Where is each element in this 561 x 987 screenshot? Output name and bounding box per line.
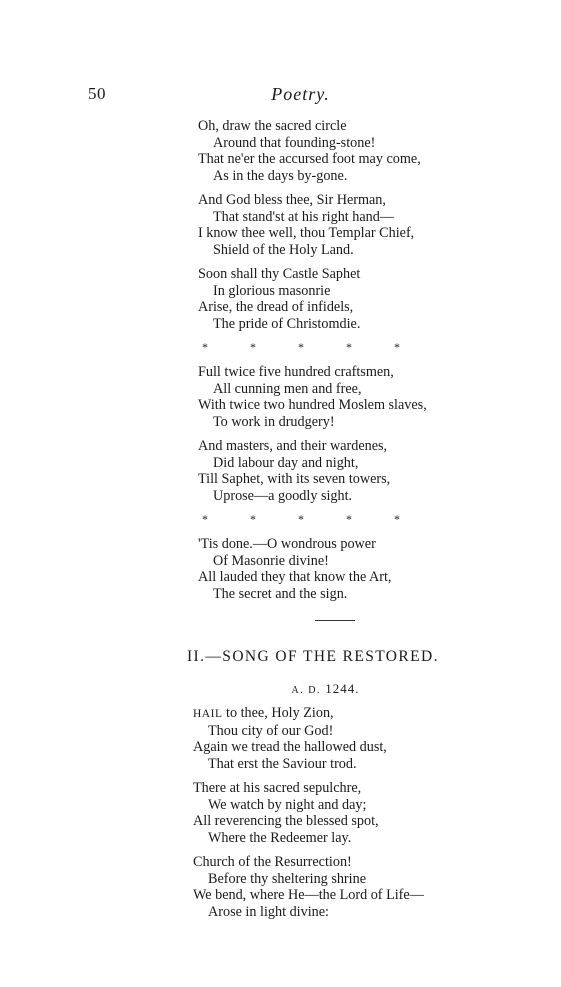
poem-line: To work in drudgery! [213,413,335,430]
opening-word: HAIL [193,708,223,720]
stanza-7 [193,705,533,772]
poem-line: Thou city of our God! [208,722,334,739]
date-year: 1244. [325,681,360,696]
asterisk: * [394,340,400,354]
poem-line: That erst the Saviour trod. [208,755,357,772]
opening-line-rest: to thee, Holy Zion, [222,705,334,721]
poem-line: That ne'er the accursed foot may come, [198,151,421,167]
poem-line [193,705,533,723]
poem-line: The pride of Christomdie. [213,315,361,332]
stanza-5 [198,438,528,504]
poem-line: Again we tread the hallowed dust, [193,739,387,755]
poem-line: Full twice five hundred craftsmen, [198,364,394,380]
date-line [0,681,561,697]
poem-line: And masters, and their wardenes, [198,438,388,454]
date-prefix: A. D. [291,685,321,696]
poem-line: Uprose—a goodly sight. [213,487,353,504]
stanza-8 [193,780,533,846]
poem-line: With twice two hundred Moslem slaves, [198,397,427,413]
poem-line: Before thy sheltering shrine [208,870,366,887]
stanza-6 [198,536,528,602]
poem-line: That stand'st at his right hand— [213,208,395,225]
poem-line: There at his sacred sepulchre, [193,780,362,796]
stanza-2 [198,192,528,258]
stanza-1 [198,118,528,184]
stanza-4 [198,364,528,430]
poem-line: All reverencing the blessed spot, [193,813,379,829]
asterisk: * [250,512,256,526]
stanza-3 [198,266,528,332]
section-rule [315,620,355,621]
poem-line: 'Tis done.—O wondrous power [198,536,376,552]
poem-line: The secret and the sign. [213,585,348,602]
asterism-divider [198,512,528,526]
poem-line: We watch by night and day; [208,796,367,813]
asterism-divider [198,340,528,354]
asterisk: * [346,512,352,526]
poem-line: As in the days by-gone. [213,167,348,184]
poem-line: Arise, the dread of infidels, [198,299,354,315]
asterisk: * [298,340,304,354]
running-head: Poetry. [271,84,330,104]
stanza-9 [193,854,533,920]
asterisk: * [298,512,304,526]
poem-line: I know thee well, thou Templar Chief, [198,225,415,241]
poem-line: Did labour day and night, [213,454,359,471]
asterisk: * [250,340,256,354]
poem-line: In glorious masonrie [213,282,331,299]
poem-line: Where the Redeemer lay. [208,829,352,846]
poem-line: Church of the Resurrection! [193,854,352,870]
poem-line: Of Masonrie divine! [213,552,329,569]
poem-line: We bend, where He—the Lord of Life— [193,887,424,903]
asterisk: * [394,512,400,526]
section-title: II.—SONG OF THE RESTORED. [187,648,439,665]
poem-line: All cunning men and free, [213,380,362,397]
poem-line: Around that founding-stone! [213,134,376,151]
poem-part-2 [193,705,533,928]
poem-part-1 [198,118,528,621]
poem-line: All lauded they that know the Art, [198,569,392,585]
asterisk: * [202,512,208,526]
asterisk: * [202,340,208,354]
poem-line: Arose in light divine: [208,903,329,920]
poem-line: Oh, draw the sacred circle [198,118,347,134]
asterisk: * [346,340,352,354]
poem-line: Till Saphet, with its seven towers, [198,471,391,487]
poem-line: And God bless thee, Sir Herman, [198,192,386,208]
page-number: 50 [88,84,106,103]
poem-line: Shield of the Holy Land. [213,241,354,258]
poem-line: Soon shall thy Castle Saphet [198,266,361,282]
